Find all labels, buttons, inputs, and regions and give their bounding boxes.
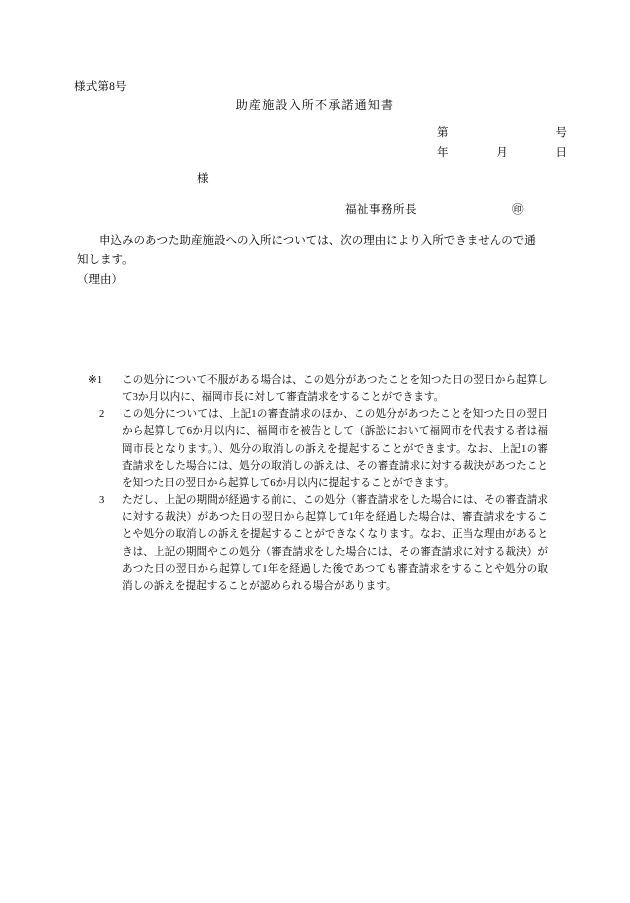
- number-suffix: 号: [555, 127, 567, 139]
- note-text: ただし、上記の期間が経過する前に、この処分（審査請求をした場合には、その審査請求に対する裁決）があつた日の翌日から起算して1年を経過した場合は、審査請求をすることや処分の取消しの訴えを提起することができなくなります。なお、正当な理由があるときは、上記の期間やこの処分（審査請求をした場合には、その審査請求に対する裁決）があつた日の翌日から起算して1年を経過した後であつても審査請求をすることや処分の取消しの訴えを提起することが認められる場合があります。: [122, 495, 548, 592]
- date-month-label: 月: [496, 147, 508, 159]
- notes-section: [88, 372, 548, 595]
- note-text: この処分については、上記1の審査請求のほか、この処分があつたことを知つた日の翌日から起算して6か月以内に、福岡市を被告として（訴訟において福岡市を代表する者は福岡市長となります。）、処分の取消しの訴えを提起することができます。なお、上記1の審査請求をした場合には、処分の取消しの訴えは、その審査請求に対する裁決があつたことを知つた日の翌日から起算して6か月以内に提起することができます。: [122, 409, 548, 489]
- page-title: 助産施設入所不承諾通知書: [235, 98, 395, 112]
- note-marker: 2: [99, 409, 105, 421]
- addressee-honorific: 様: [197, 173, 209, 185]
- form-number: 様式第8号: [74, 81, 127, 93]
- note-text: この処分について不服がある場合は、この処分があつたことを知つた日の翌日から起算して3か月以内に、福岡市長に対して審査請求をすることができます。: [122, 375, 548, 404]
- document-number-row: [437, 124, 567, 140]
- note-item: [88, 492, 548, 595]
- issuer-title: 福祉事務所長: [345, 204, 417, 216]
- number-label: 第: [437, 127, 449, 139]
- note-item: [88, 406, 548, 492]
- document-date-row: [437, 144, 567, 160]
- date-year-label: 年: [437, 147, 449, 159]
- reason-label: （理由）: [77, 274, 123, 286]
- body-paragraph: [77, 232, 547, 270]
- date-day-label: 日: [555, 147, 567, 159]
- seal-icon: ㊞: [512, 204, 524, 216]
- note-marker: ※1: [88, 375, 103, 386]
- note-item: [88, 372, 548, 406]
- body-text: 申込みのあつた助産施設への入所については、次の理由により入所できませんので通知します。: [77, 235, 536, 266]
- note-marker: 3: [99, 495, 105, 507]
